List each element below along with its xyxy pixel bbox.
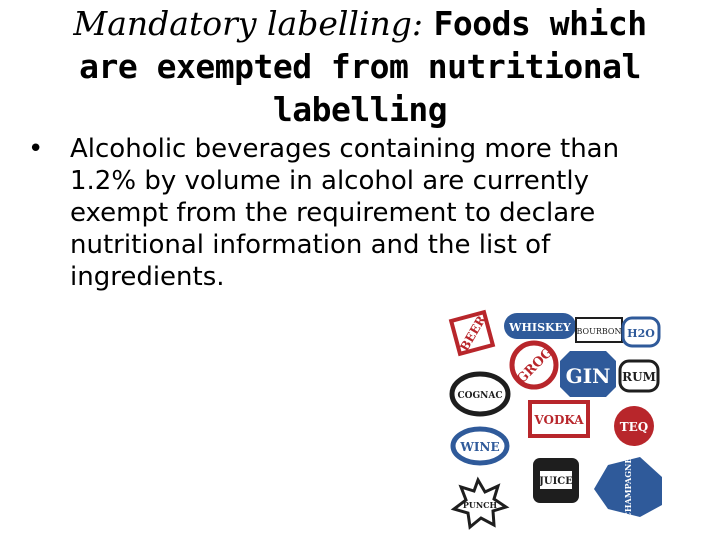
beer-label [450, 310, 496, 356]
bullet-symbol: • [28, 134, 44, 164]
bullet-item [28, 133, 688, 293]
beer-label-text: BEER [457, 313, 489, 354]
tequila-label [614, 406, 654, 446]
vodka-label-text: VODKA [534, 413, 584, 427]
juice-label-text: JUICE [539, 476, 573, 487]
vodka-label [530, 402, 588, 436]
rum-label-text: RUM [622, 370, 656, 384]
bourbon-label-text: BOURBON [576, 327, 622, 336]
bullet-text: Alcoholic beverages containing more than 1.2% by volume in alcohol are currently exempt from the requirement to declare nutritional information and the list of ingredients. [70, 134, 620, 292]
punch-label [454, 480, 506, 527]
bourbon-label [576, 318, 622, 342]
whiskey-label [504, 313, 576, 339]
champagne-label-text: CHAMPAGNE [623, 457, 633, 519]
wine-label-text: WINE [460, 440, 500, 454]
grog-label-text: GROG [514, 345, 557, 388]
punch-label-text: PUNCH [462, 500, 498, 510]
tequila-label-text: TEQ [619, 420, 649, 434]
slide-title [40, 2, 680, 131]
grog-label [512, 343, 556, 387]
whiskey-label-text: WHISKEY [509, 321, 571, 334]
juice-label [533, 458, 579, 503]
h2o-label [623, 318, 659, 346]
wine-label [453, 429, 507, 463]
cognac-label-text: COGNAC [457, 391, 503, 401]
cognac-label [452, 374, 508, 414]
gin-label [560, 351, 616, 397]
gin-label-text: GIN [565, 364, 611, 388]
title-prefix: Mandatory labelling: [73, 4, 424, 43]
title-main: Foods which are exempted from nutritional labelling [79, 4, 647, 129]
h2o-label-text: H2O [627, 327, 655, 340]
beverage-labels-image [448, 305, 680, 537]
champagne-label [594, 457, 662, 518]
rum-label [620, 361, 658, 391]
